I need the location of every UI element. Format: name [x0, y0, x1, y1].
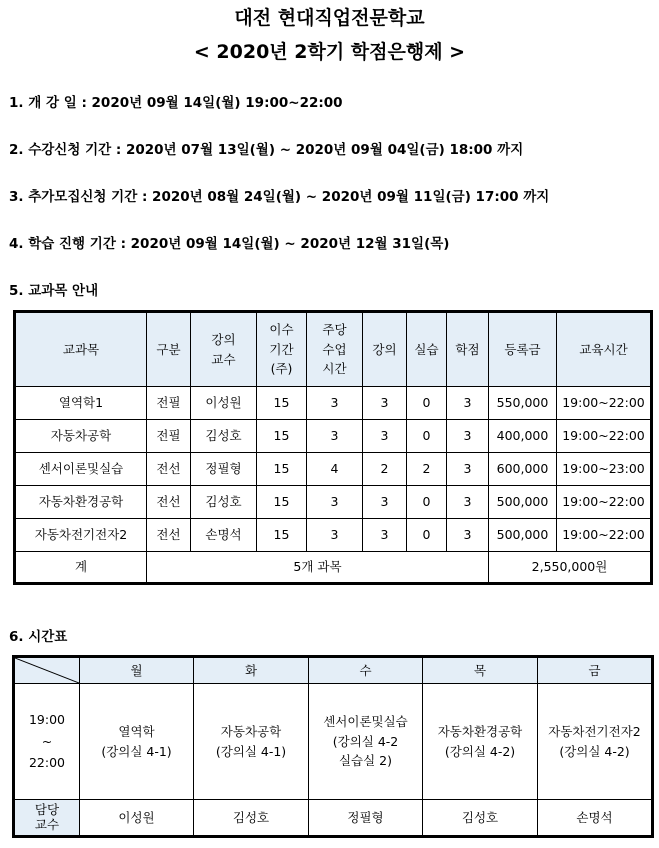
day-header-mon: 월 [80, 657, 194, 684]
column-header: 학점 [447, 312, 489, 387]
timetable [12, 655, 654, 838]
column-header: 강의 교수 [191, 312, 257, 387]
total-label: 계 [15, 552, 147, 584]
course-time: 19:00~22:00 [557, 486, 652, 519]
professor-thu: 김성호 [423, 800, 538, 837]
diagonal-line [15, 658, 79, 683]
column-header: 이수 기간 (주) [257, 312, 307, 387]
timetable-header [14, 657, 653, 684]
course-practice: 2 [407, 453, 447, 486]
column-header: 구분 [147, 312, 191, 387]
course-name: 센서이론및실습 [15, 453, 147, 486]
course-professor: 손명석 [191, 519, 257, 552]
day-header-tue: 화 [194, 657, 309, 684]
course-tuition: 400,000 [489, 420, 557, 453]
info-additional-registration: 3. 추가모집신청 기간 : 2020년 08월 24일(월) ~ 2020년 09월 11일(금) 17:00 까지 [9, 189, 550, 205]
section-course-guide: 5. 교과목 안내 [9, 283, 99, 299]
column-header: 교육시간 [557, 312, 652, 387]
course-tuition: 550,000 [489, 387, 557, 420]
diagonal-corner-cell [14, 657, 80, 684]
course-type: 전선 [147, 519, 191, 552]
course-lecture: 2 [363, 453, 407, 486]
course-credits: 3 [447, 519, 489, 552]
course-professor: 김성호 [191, 420, 257, 453]
course-weeks: 15 [257, 486, 307, 519]
course-weekly-hours: 3 [307, 486, 363, 519]
course-credits: 3 [447, 420, 489, 453]
course-name: 열역학1 [15, 387, 147, 420]
table-row [15, 519, 652, 552]
course-weeks: 15 [257, 387, 307, 420]
class-thu: 자동차환경공학 (강의실 4-2) [423, 684, 538, 800]
section-timetable: 6. 시간표 [9, 629, 68, 645]
table-row [15, 453, 652, 486]
table-row [15, 486, 652, 519]
course-weekly-hours: 3 [307, 519, 363, 552]
course-professor: 김성호 [191, 486, 257, 519]
course-time: 19:00~22:00 [557, 420, 652, 453]
day-header-wed: 수 [309, 657, 423, 684]
total-tuition: 2,550,000원 [489, 552, 652, 584]
day-header-thu: 목 [423, 657, 538, 684]
course-name: 자동차환경공학 [15, 486, 147, 519]
course-credits: 3 [447, 387, 489, 420]
class-wed: 센서이론및실습 (강의실 4-2 실습실 2) [309, 684, 423, 800]
course-lecture: 3 [363, 420, 407, 453]
info-registration-period: 2. 수강신청 기간 : 2020년 07월 13일(월) ~ 2020년 09월 04일(금) 18:00 까지 [9, 142, 524, 158]
total-row [15, 552, 652, 584]
course-name: 자동차공학 [15, 420, 147, 453]
course-name: 자동차전기전자2 [15, 519, 147, 552]
course-tuition: 500,000 [489, 486, 557, 519]
total-course-count: 5개 과목 [147, 552, 489, 584]
course-practice: 0 [407, 420, 447, 453]
course-type: 전필 [147, 387, 191, 420]
course-table-header [15, 312, 652, 387]
course-table [13, 310, 653, 585]
course-type: 전선 [147, 486, 191, 519]
course-time: 19:00~22:00 [557, 519, 652, 552]
professor-tue: 김성호 [194, 800, 309, 837]
class-mon: 열역학 (강의실 4-1) [80, 684, 194, 800]
column-header: 등록금 [489, 312, 557, 387]
column-header: 실습 [407, 312, 447, 387]
course-lecture: 3 [363, 486, 407, 519]
info-start-date: 1. 개 강 일 : 2020년 09월 14일(월) 19:00~22:00 [9, 95, 343, 111]
class-tue: 자동차공학 (강의실 4-1) [194, 684, 309, 800]
course-weekly-hours: 3 [307, 387, 363, 420]
course-type: 전선 [147, 453, 191, 486]
table-row [15, 387, 652, 420]
professor-label: 담당 교수 [14, 800, 80, 837]
column-header: 강의 [363, 312, 407, 387]
course-lecture: 3 [363, 519, 407, 552]
course-practice: 0 [407, 519, 447, 552]
course-lecture: 3 [363, 387, 407, 420]
professor-fri: 손명석 [538, 800, 653, 837]
table-row [15, 420, 652, 453]
course-weekly-hours: 4 [307, 453, 363, 486]
class-time: 19:00 ~ 22:00 [14, 684, 80, 800]
course-time: 19:00~23:00 [557, 453, 652, 486]
course-weeks: 15 [257, 453, 307, 486]
column-header: 교과목 [15, 312, 147, 387]
course-time: 19:00~22:00 [557, 387, 652, 420]
course-tuition: 500,000 [489, 519, 557, 552]
course-tuition: 600,000 [489, 453, 557, 486]
column-header: 주당 수업 시간 [307, 312, 363, 387]
course-practice: 0 [407, 387, 447, 420]
professor-mon: 이성원 [80, 800, 194, 837]
school-title: 대전 현대직업전문학교 [234, 7, 425, 29]
professor-wed: 정필형 [309, 800, 423, 837]
course-weeks: 15 [257, 519, 307, 552]
course-type: 전필 [147, 420, 191, 453]
course-credits: 3 [447, 453, 489, 486]
semester-subtitle: < 2020년 2학기 학점은행제 > [193, 41, 466, 63]
info-learning-period: 4. 학습 진행 기간 : 2020년 09월 14일(월) ~ 2020년 12월 31일(목) [9, 236, 450, 252]
course-weeks: 15 [257, 420, 307, 453]
course-professor: 정필형 [191, 453, 257, 486]
class-fri: 자동차전기전자2 (강의실 4-2) [538, 684, 653, 800]
day-header-fri: 금 [538, 657, 653, 684]
course-professor: 이성원 [191, 387, 257, 420]
course-credits: 3 [447, 486, 489, 519]
course-weekly-hours: 3 [307, 420, 363, 453]
course-practice: 0 [407, 486, 447, 519]
timetable-class-row [14, 684, 653, 800]
timetable-professor-row [14, 800, 653, 837]
